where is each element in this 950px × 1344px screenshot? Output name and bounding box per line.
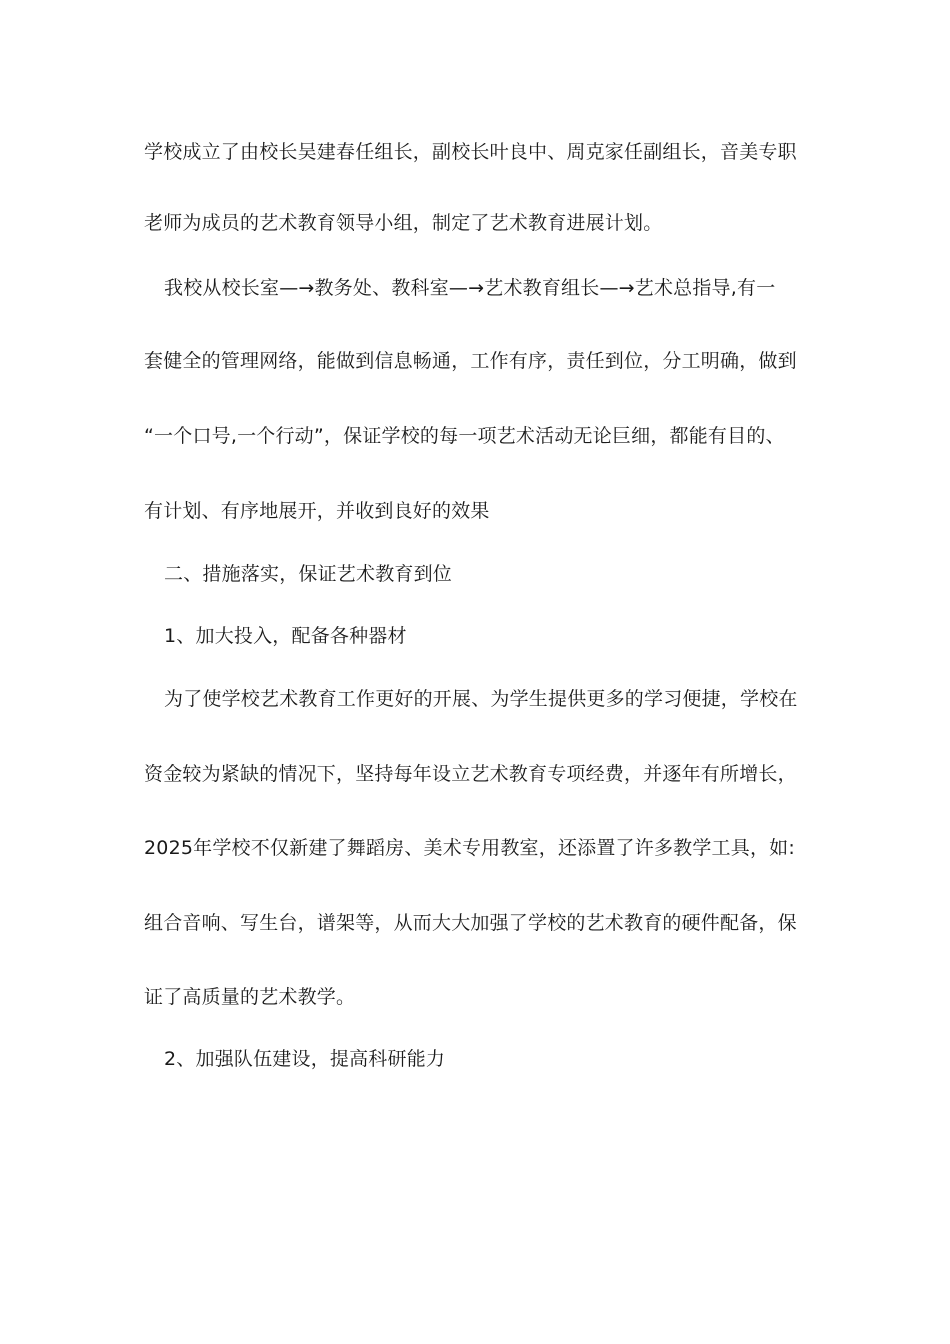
paragraph-line: 老师为成员的艺术教育领导小组，制定了艺术教育进展计划。 xyxy=(144,212,663,234)
paragraph-line: 资金较为紧缺的情况下，坚持每年设立艺术教育专项经费，并逐年有所增长， xyxy=(144,763,797,785)
paragraph-line: 2025年学校不仅新建了舞蹈房、美术专用教室，还添置了许多教学工具，如: xyxy=(144,837,795,859)
paragraph-line: 有计划、有序地展开，并收到良好的效果 xyxy=(144,500,490,522)
paragraph-line: “一个口号,一个行动”，保证学校的每一项艺术活动无论巨细，都能有目的、 xyxy=(144,425,785,447)
paragraph-line: 为了使学校艺术教育工作更好的开展、为学生提供更多的学习便捷，学校在 xyxy=(164,688,798,710)
paragraph-line: 证了高质量的艺术教学。 xyxy=(144,986,356,1008)
paragraph-line: 套健全的管理网络，能做到信息畅通，工作有序，责任到位，分工明确，做到 xyxy=(144,350,797,372)
paragraph-line: 组合音响、写生台，谱架等，从而大大加强了学校的艺术教育的硬件配备，保 xyxy=(144,912,797,934)
paragraph-line: 我校从校长室—→教务处、教科室—→艺术教育组长—→艺术总指导,有一 xyxy=(164,277,776,299)
paragraph-line: 学校成立了由校长吴建春任组长，副校长叶良中、周克家任副组长，音美专职 xyxy=(144,141,797,163)
section-heading: 二、措施落实，保证艺术教育到位 xyxy=(164,563,453,585)
subsection-heading: 1、加大投入，配备各种器材 xyxy=(164,625,407,647)
subsection-heading: 2、加强队伍建设，提高科研能力 xyxy=(164,1048,446,1070)
